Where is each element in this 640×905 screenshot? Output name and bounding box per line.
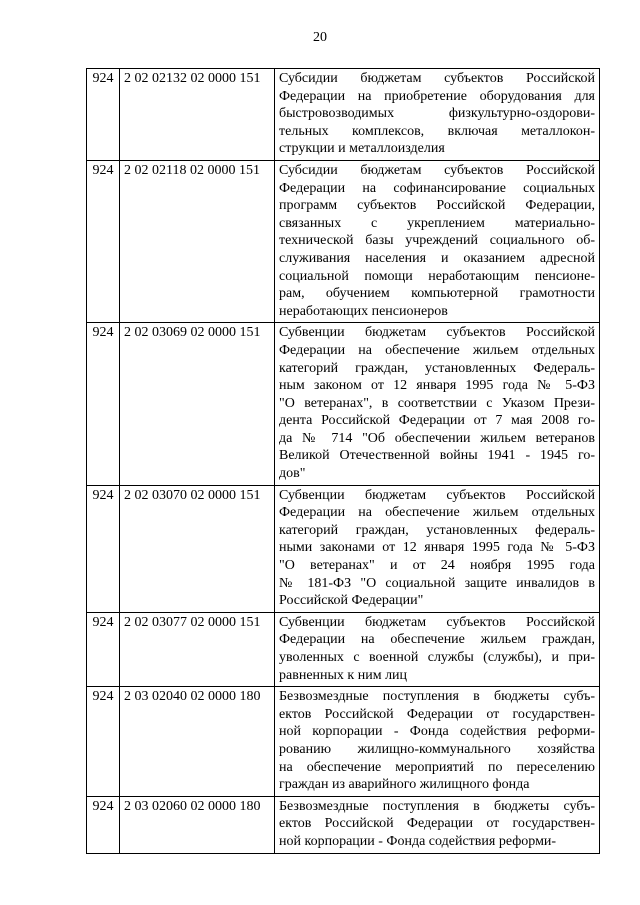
description-line: Субвенции бюджетам субъектов Российской	[279, 614, 595, 630]
admin-code-cell: 924	[87, 160, 120, 322]
description-line: программ субъектов Российской Федерации,	[279, 198, 595, 214]
admin-code-cell: 924	[87, 612, 120, 686]
description-line: ектов Российской Федерации от государствен-	[279, 816, 595, 832]
table-row	[87, 796, 600, 853]
description-line: ной корпорации - Фонда содействия реформи-	[279, 724, 595, 740]
description-line: категорий граждан, установленных Федераль-	[279, 360, 595, 376]
description-line: да № 714 "Об обеспечении жильем ветеранов	[279, 430, 595, 446]
description-line: струкции и металлоизделия	[279, 141, 445, 157]
admin-code-cell: 924	[87, 323, 120, 485]
description-cell	[275, 687, 600, 797]
description-line: Субсидии бюджетам субъектов Российской	[279, 162, 595, 178]
budget-revenue-table	[86, 68, 600, 854]
description-line: категорий граждан, установленных федераль-	[279, 522, 595, 538]
admin-code-cell: 924	[87, 796, 120, 853]
revenue-code-cell: 2 03 02040 02 0000 180	[120, 687, 275, 797]
description-cell	[275, 323, 600, 485]
admin-code-cell: 924	[87, 687, 120, 797]
description-line: ными законами от 12 января 1995 года № 5-ФЗ	[279, 540, 595, 556]
table-row	[87, 69, 600, 161]
description-line: Российской Федерации"	[279, 593, 424, 609]
description-line: рам, обучением компьютерной грамотности	[279, 286, 595, 302]
description-line: Субсидии бюджетам субъектов Российской	[279, 71, 595, 86]
description-line: граждан из аварийного жилищного фонда	[279, 777, 530, 793]
table-body	[87, 69, 600, 854]
description-line: Безвозмездные поступления в бюджеты субъ-	[279, 689, 595, 705]
description-line: на обеспечение мероприятий по переселению	[279, 759, 595, 775]
description-cell	[275, 796, 600, 853]
table-row	[87, 160, 600, 322]
description-line: неработающих пенсионеров	[279, 303, 448, 319]
table-row	[87, 485, 600, 612]
description-line: тельных комплексов, включая металлокон-	[279, 123, 595, 139]
table-row	[87, 687, 600, 797]
revenue-code-cell: 2 02 02132 02 0000 151	[120, 69, 275, 161]
description-line: ным законом от 12 января 1995 года № 5-ФЗ	[279, 378, 595, 394]
description-cell	[275, 485, 600, 612]
description-line: Безвозмездные поступления в бюджеты субъ-	[279, 798, 595, 814]
description-line: ной корпорации - Фонда содействия реформи-	[279, 833, 557, 849]
admin-code-cell: 924	[87, 69, 120, 161]
description-line: Федерации на обеспечение жильем отдельных	[279, 505, 595, 521]
description-line: Субвенции бюджетам субъектов Российской	[279, 325, 595, 341]
description-line: дов"	[279, 466, 306, 482]
description-line: связанных с укреплением материально-	[279, 215, 595, 231]
revenue-code-cell: 2 03 02060 02 0000 180	[120, 796, 275, 853]
description-cell	[275, 612, 600, 686]
description-line: "О ветеранах", в соответствии с Указом Прези-	[279, 395, 595, 411]
description-line: уволенных с военной службы (службы), и при-	[279, 650, 595, 665]
table-row	[87, 323, 600, 485]
description-line: Великой Отечественной войны 1941 - 1945 го-	[279, 448, 595, 464]
description-line: технической базы учреждений социального об-	[279, 233, 595, 249]
revenue-code-cell: 2 02 02118 02 0000 151	[120, 160, 275, 322]
revenue-code-cell: 2 02 03069 02 0000 151	[120, 323, 275, 485]
description-line: рованию жилищно-коммунального хозяйства	[279, 741, 595, 757]
description-line: Федерации на софинансирование социальных	[279, 180, 595, 196]
description-line: быстровозводимых физкультурно-оздорови-	[279, 106, 595, 122]
description-line: "О ветеранах" и от 24 ноября 1995 года	[279, 558, 595, 574]
revenue-code-cell: 2 02 03077 02 0000 151	[120, 612, 275, 686]
description-line: социальной помощи неработающим пенсионе-	[279, 268, 595, 284]
description-line: Федерации на обеспечение жильем граждан,	[279, 632, 595, 648]
description-cell	[275, 69, 600, 161]
description-line: Федерации на обеспечение жильем отдельных	[279, 342, 595, 358]
description-line: № 181-ФЗ "О социальной защите инвалидов в	[279, 575, 595, 591]
admin-code-cell: 924	[87, 485, 120, 612]
description-line: дента Российской Федерации от 7 мая 2008 го-	[279, 413, 595, 429]
description-line: Субвенции бюджетам субъектов Российской	[279, 487, 595, 503]
revenue-code-cell: 2 02 03070 02 0000 151	[120, 485, 275, 612]
description-line: равненных к ним лиц	[279, 667, 408, 683]
page-number: 20	[313, 30, 327, 45]
table-row	[87, 612, 600, 686]
description-line: Федерации на приобретение оборудования для	[279, 88, 595, 104]
description-line: служивания населения и оказанием адресной	[279, 250, 595, 266]
description-cell	[275, 160, 600, 322]
description-line: ектов Российской Федерации от государствен-	[279, 706, 595, 722]
